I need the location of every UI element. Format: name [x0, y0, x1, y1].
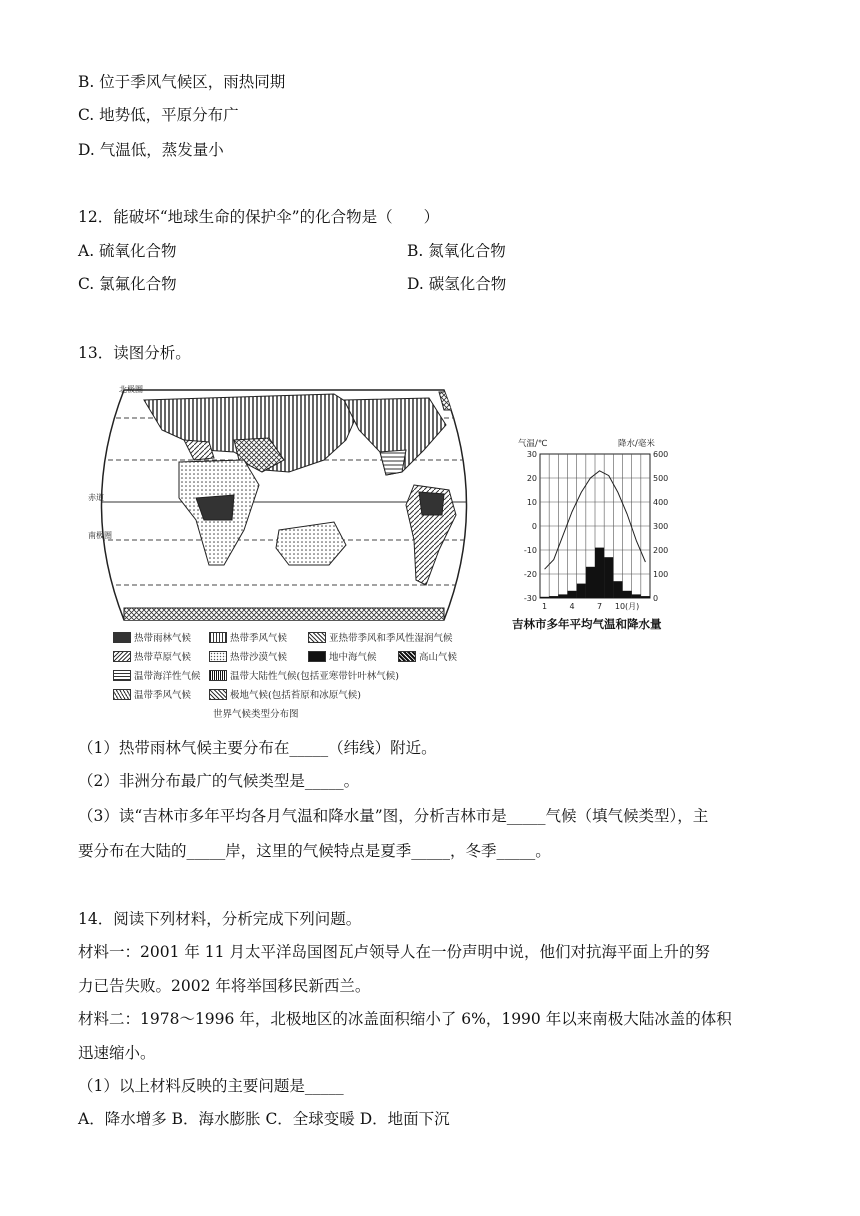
q11-option-b: B. 位于季风气候区，雨热同期	[78, 73, 286, 91]
legend-item: 热带沙漠气候	[209, 649, 287, 663]
q12-option-d: D. 碳氢化合物	[407, 275, 507, 293]
q12-option-a: A. 硫氧化合物	[78, 242, 177, 260]
chart-right-tick-label: 500	[653, 474, 669, 483]
jilin-climate-chart	[510, 436, 680, 636]
q11-option-c: C. 地势低，平原分布广	[78, 106, 239, 124]
q14-material2-line1: 材料二：1978～1996 年，北极地区的冰盖面积缩小了 6%，1990 年以来南极大陆冰盖的体积	[78, 1010, 732, 1028]
chart-x-tick-label: 1	[542, 602, 548, 611]
legend-item: 温带大陆性气候(包括亚寒带针叶林气候)	[209, 668, 399, 682]
precipitation-bar	[558, 594, 567, 598]
chart-right-tick-label: 100	[653, 570, 669, 579]
q12-stem: 12．能破坏“地球生命的保护伞”的化合物是（ ）	[78, 208, 440, 226]
map-legend	[113, 630, 473, 720]
map-label-arctic: 北极圈	[119, 385, 143, 394]
legend-item: 地中海气候	[308, 649, 377, 663]
q14-material1-line2: 力已告失败。2002 年将举国移民新西兰。	[78, 977, 371, 995]
map-label-antarctic: 南极圈	[88, 531, 112, 540]
chart-x-tick-label: 7	[597, 602, 603, 611]
q11-option-d: D. 气温低，蒸发量小	[78, 141, 224, 159]
legend-item: 极地气候(包括苔原和冰原气候)	[209, 687, 361, 701]
precipitation-bar	[604, 557, 613, 598]
q13-stem: 13．读图分析。	[78, 344, 191, 362]
map-label-equator: 赤道	[88, 493, 104, 502]
precipitation-bar	[632, 594, 641, 598]
legend-item: 热带雨林气候	[113, 630, 191, 644]
legend-item: 亚热带季风和季风性湿润气候	[308, 630, 453, 644]
chart-right-tick-label: 400	[653, 498, 669, 507]
q13-sub1: （1）热带雨林气候主要分布在_____（纬线）附近。	[78, 739, 437, 757]
q13-sub3-line2: 要分布在大陆的_____岸，这里的气候特点是夏季_____，冬季_____。	[78, 842, 551, 860]
chart-left-tick-label: -10	[523, 546, 537, 555]
map-caption: 世界气候类型分布图	[213, 709, 299, 720]
precipitation-bar	[549, 596, 558, 598]
legend-item: 高山气候	[398, 649, 457, 663]
q14-material2-line2: 迅速缩小。	[78, 1044, 156, 1062]
q13-sub3-line1: （3）读“吉林市多年平均各月气温和降水量”图，分析吉林市是_____气候（填气候类型），主	[78, 807, 709, 825]
q12-option-c: C. 氯氟化合物	[78, 275, 177, 293]
chart-right-tick-label: 300	[653, 522, 669, 531]
q13-sub2: （2）非洲分布最广的气候类型是_____。	[78, 772, 360, 790]
chart-left-tick-label: -30	[523, 594, 537, 603]
chart-left-tick-label: -20	[523, 570, 537, 579]
chart-left-tick-label: 20	[526, 474, 537, 483]
chart-left-tick-label: 0	[531, 522, 537, 531]
precipitation-bar	[568, 591, 577, 598]
precipitation-bar	[540, 597, 549, 598]
legend-item: 热带草原气候	[113, 649, 191, 663]
q14-material1-line1: 材料一：2001 年 11 月太平洋岛国图瓦卢领导人在一份声明中说，他们对抗海平面上升的努	[78, 943, 710, 961]
chart-caption: 吉林市多年平均气温和降水量	[512, 617, 662, 631]
chart-left-axis-label: 气温/℃	[518, 439, 548, 449]
precipitation-bar	[641, 596, 650, 598]
q14-sub1: （1）以上材料反映的主要问题是_____	[78, 1077, 344, 1095]
chart-x-tick-label: 4	[569, 602, 575, 611]
chart-right-tick-label: 600	[653, 450, 669, 459]
chart-x-tick-label: 10(月)	[614, 602, 640, 611]
legend-item: 温带海洋性气候	[113, 668, 201, 682]
chart-right-axis-label: 降水/毫米	[618, 439, 655, 449]
q14-stem: 14．阅读下列材料，分析完成下列问题。	[78, 910, 362, 928]
q12-option-b: B. 氮氧化合物	[407, 242, 506, 260]
precipitation-bar	[595, 548, 604, 598]
precipitation-bar	[613, 581, 622, 598]
chart-left-tick-label: 10	[526, 498, 537, 507]
legend-item: 热带季风气候	[209, 630, 287, 644]
chart-right-tick-label: 200	[653, 546, 669, 555]
chart-right-tick-label: 0	[653, 594, 659, 603]
q14-options: A．降水增多 B．海水膨胀 C．全球变暖 D．地面下沉	[78, 1110, 450, 1128]
world-climate-map	[84, 380, 484, 630]
precipitation-bar	[577, 584, 586, 598]
precipitation-bar	[586, 567, 595, 598]
precipitation-bar	[623, 591, 632, 598]
chart-left-tick-label: 30	[526, 450, 537, 459]
legend-item: 温带季风气候	[113, 687, 191, 701]
